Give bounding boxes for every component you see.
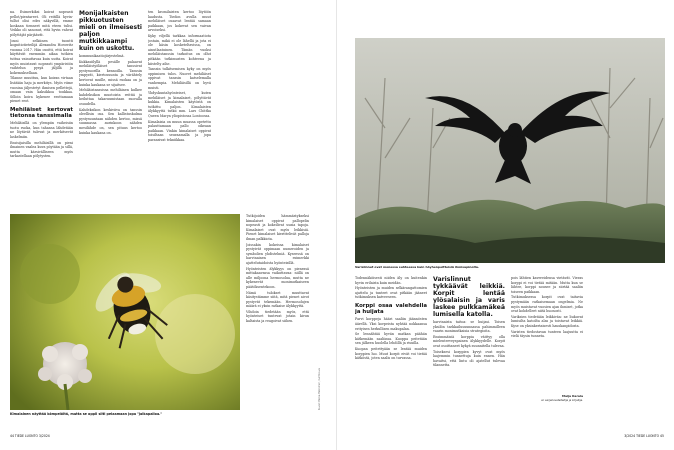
right-column-1 <box>355 276 427 426</box>
paragraph: harvinaista taitoa: se huijasi. Toisen yksilön tarkkailusuunnassa pahimmilleen vaarin monimutkaisia strategioita. <box>433 320 505 334</box>
paragraph: Varisten tiedostavan tunteen laajuutta ei vielä täysin tunneta. <box>511 329 583 339</box>
paragraph: Mehiläisillä on ylempiin vaiheisiin tuotu ruoka, kun tahansa lähdetään ne löytävät tulevat ja merkitsevät laskelmiin. <box>10 121 73 140</box>
paragraph: Tanssin tulkitsemisen kyky on myös oppimisen tulos. Nuoret mehiläiset oppivat tanssin katselemalla vanhempia. Mehiläisillä on hyvä muisti. <box>148 67 211 90</box>
subheading: Korppi osaa valehdella ja huijata <box>355 302 427 316</box>
right-page <box>337 0 674 450</box>
left-column-4 <box>246 214 309 414</box>
raven-caption: Varislinnut ovat monessa suhteessa kuin höyhenpeitteisiä ihmisapinoita. <box>355 265 480 269</box>
paragraph: Kahdeksikon keskiviiva on tanssin oleellisin osa. Sen kallistuskulma pystysuuntaan nähden kertoo, missä suunnassa aurinkoon nähden mesilähde on, sen pituus kertoo kuinka kaukana on. <box>79 107 142 135</box>
right-column-3 <box>511 276 583 388</box>
paragraph: Toiseksesi korppien kyvyt ovat myös laajemmin tunnettuja kuin ennen. Hän havaitsi, että lintu oli ajatellut tulevaa tilannetta. <box>433 349 505 368</box>
paragraph: na. Esimerkiksi koirat nopeasti pellot/pientareet. Oli reitillä hyvin-tullut olisi edes näkyvillä, emme koskaan tienneet mitä eteen tulisi. Veikko oli sanonut, että hyvin vahvat pölyttäjät pärjäävät. <box>10 10 73 37</box>
right-column-2 <box>433 276 505 426</box>
photo-credit: Kuvat: Pekka Heikkinen / Lehtikuva <box>318 368 321 410</box>
paragraph: Tutkijoiden hämmästykseksi kimalaiset oppivat pallopelin nopeasti ja kokeilivat uusia tapoja. Kimalaiset ovat myös leikkisiä. Pienet kimalaiset kierittelivät palloja ilman palkkiota. <box>246 214 309 241</box>
paragraph: Tutkimuksessa korpit ovat taitavia pystymään ratkaisemaan ongelmia. Ne myös muistavat vuosien ajan ihmiset, jotka ovat kohdelleet niitä huonosti. <box>511 295 583 314</box>
paragraph: Yhdyskuntahyönteiset, kuten mehiläiset ja kimalaiset, pölyttävät kukkia. Kimalaisten käytöstä on tutkittu paljon. Kimalaisten älykkyyttä tutkii mm. Lars Chittka Queen Maryn yliopistossa Lontoossa. <box>148 91 211 119</box>
page-footer-left: 44 TIEDE LUONTO 3/2024 <box>10 434 50 438</box>
paragraph: Variksien tiedetään leikkivän: ne liukuvat lumisilta katoilta alas ja toistavat leikkiä. Kyse on yksinkertaisesti hauskanpidosta. <box>511 314 583 328</box>
bumblebee-image <box>10 214 240 410</box>
left-column-3 <box>148 10 211 210</box>
paragraph: Parvi korppeja hääri saaliin jäännösten äärellä. Yksi korpeista nyhtää nokkaansa erityisen herkullisen makupalan. <box>355 317 427 331</box>
paragraph: Ensisijaisilla mehiläisillä on pieni ilmainen vaalea kuva pöytään ja sillä, mutta kärsivälliseen myös tarkastellaan pölytysten. <box>10 140 73 159</box>
author-role: on sarjakuvataiteilija ja kirjailija. <box>541 399 583 402</box>
paragraph: Mehiläistanssissa mehiläinen kulkee kahdeksikon muotoista reittiä ja heiluttaa takaruumistaan suoralla osuudella. <box>79 88 142 106</box>
bumblebee-photo <box>10 214 240 410</box>
paragraph: Vihdoin tiedetään myös, että hyönteiset tuntevat jotain kivun kaltaista ja reagoivat siihen. <box>246 309 309 324</box>
paragraph: Joissakin kokeissa kimalaiset pystyivät oppimaan numeroiden ja symbolien yhdistelmiä. Kyseessä on harvinainen esimerkki ajattelutaidoista hyönteisillä. <box>246 242 309 265</box>
raven-image <box>355 38 665 263</box>
paragraph: Kyky viljellä tarkkaa informaatiota jostain, mikä ei ole lähellä ja jota ei ole käsin kosketeltavissa, on ainutlaatuinen. Tämän vuoksi mehiläistanssin tarkoitus on ollut pitkään tutkimusten kohteena ja kiistelty aihe. <box>148 33 211 66</box>
paragraph: Nämä tulokset muuttavat käsitystämme siitä, mitä pienet aivot pystyvät tekemään. Hermosolujen määrä ei yksin ratkaise älykkyyttä. <box>246 290 309 309</box>
raven-photo <box>355 38 665 263</box>
pull-quote: Varislinnut tykkäävät leikkiä. Korpit lentää ylösalaisin ja varis laskee pulkkamäkeä lumisella katolla. <box>433 276 505 318</box>
paragraph: Ensimmäisiä korppia väittyy olla mielenterveyspainen älykkyydelle. Korpit ovat osoittaneet kykyä suunnitella tulevaa. <box>433 334 505 348</box>
paragraph: Jouni selkiinen tuontti kognitiotieteilijä Alexandra Horowitz vuonna 2017. Hän osoitti, että koirat käyttävät enemmän aikaa tutkien tuttua vainuttavaa kuin uutta. Koirat myös muistavat nopeasti ympäristön vaihtelun pysyä jäljillä ja kokemuksellaan. <box>10 38 73 75</box>
author-name: Maija Karala <box>561 394 583 398</box>
paragraph: Hyönteisten ja muiden selkärangattomien ajattelu ja tunteet ovat pitkään jääneet tutkimuksen katveeseen. <box>355 286 427 300</box>
paragraph: Kimalaisia on muun muassa opetettu palauttamaan pallo oikeaan paikkaan. Vinkin kimalaiset oppivat toisiltaan seuraamalla ja jopa paransivat tekniikkaa. <box>148 119 211 143</box>
paragraph: Kuopan peitettyään se lentää muiden korppien luo. Muut korpit eivät voi tietää kätköstä, joten saalis on turvassa. <box>355 346 427 361</box>
pull-quote: Monijalkaisten pikkuotusten mieli on ilmeisesti paljon mutkikkaampi kuin on uskottu. <box>79 10 142 52</box>
paragraph: Todennäköisesti niiden äly on kuitenkin hyvin erilaista kuin meidän. <box>355 276 427 285</box>
paragraph: kommunikaatiojärjestelmä. <box>79 54 125 58</box>
paragraph: Kukkasiilyllä pesälle palaavat mehiläistyöläiset tanssivat pystysuorilla kennoilla. Tanssin ympyrät, kiertosuunta ja värähtely kertovat muille, missä ruokaa on ja kuinka kaukana se sijaitsee. <box>79 59 142 87</box>
paragraph: Tilanne muuttuu, kun koiran virtaan lisätään haju ja merkitys. Myös viime vuosina jäljestetyt ihmisen pellettejä, omaan vain kaksikkoa toukkaa. Silloin koira kykenee erottamaan pienet erot. <box>10 76 73 104</box>
page-footer-right: 3/2024 TIEDE LUONTO 45 <box>624 434 664 438</box>
left-column-2 <box>79 10 142 210</box>
paragraph: ten kromilaisten kertoo löytöön laadusta. Tiedon avulla muut mehiläiset osaavat lentää samaan paikkaan, jos kokevat sen vaivan arvoiseksi. <box>148 10 211 33</box>
paragraph: pois lähtien kavereidensa vietävät. Vieras korppi ei voi tietää mitään. Mutta kun se lähtee, korppi nousee ja siirtää saaliin toiseen paikkaan. <box>511 276 583 294</box>
paragraph: Se lennähtää hyvän matkan päähän kätkemään saaliinsa. Kuoppa peitetään sen jälkeen huolella lehdillä ja risuilla. <box>355 332 427 346</box>
subheading: Mehiläiset kertovat tietonsa tanssimalla <box>10 106 73 120</box>
paragraph: Hyönteisten älykkyys on pienessä mittakaavassa vaikuttavaa: niillä on alle miljoona hermosolua, mutta ne kykenevät monimutkaiseen päätöksentekoon. <box>246 266 309 289</box>
bumblebee-caption: Kimalainen näyttää kömpelöltä, mutta se oppii silti pelaamaan jopa "jalkapalloa." <box>10 412 163 416</box>
